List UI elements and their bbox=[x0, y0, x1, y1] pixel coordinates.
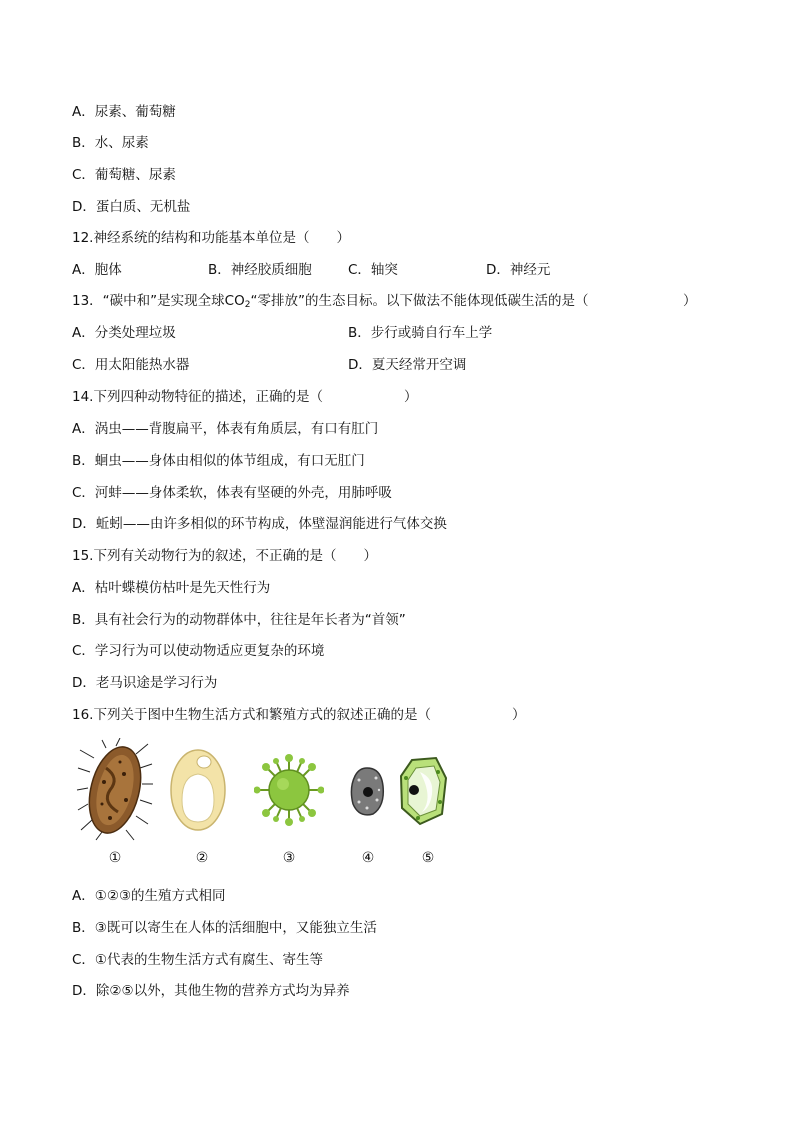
q13-option-c: C．用太阳能热水器 bbox=[72, 357, 190, 373]
q14-option-c: C．河蚌——身体柔软，体表有坚硬的外壳，用肺呼吸 bbox=[72, 485, 392, 501]
q12-option-b: B．神经胶质细胞 bbox=[208, 262, 312, 278]
q13-options-row1 bbox=[72, 324, 732, 342]
figure-label-4: ④ bbox=[361, 850, 375, 866]
plant-cell-image bbox=[398, 738, 448, 842]
q13-stem: 13．“碳中和”是实现全球$CO_2“$零排放”的生态目标。以下做法不能体现低碳生活的是（ ） bbox=[72, 293, 697, 310]
q12-option-a: A．胞体 bbox=[72, 262, 122, 278]
organism-figure bbox=[72, 738, 492, 878]
bacterium-image bbox=[76, 738, 154, 842]
animal-cell-image bbox=[349, 738, 385, 842]
q13-options-row2 bbox=[72, 356, 732, 374]
q13-option-b: B．步行或骑自行车上学 bbox=[348, 325, 493, 341]
q16-option-b: B．③既可以寄生在人体的活细胞中，又能独立生活 bbox=[72, 920, 377, 936]
q15-option-a: A．枯叶蝶模仿枯叶是先天性行为 bbox=[72, 580, 271, 596]
q12-stem: 12.神经系统的结构和功能基本单位是（ ） bbox=[72, 230, 350, 246]
q15-option-c: C．学习行为可以使动物适应更复杂的环境 bbox=[72, 643, 325, 659]
q16-stem: 16.下列关于图中生物生活方式和繁殖方式的叙述正确的是（ ） bbox=[72, 707, 526, 723]
q11-option-b: B．水、尿素 bbox=[72, 135, 149, 151]
q14-option-b: B．蛔虫——身体由相似的体节组成，有口无肛门 bbox=[72, 453, 365, 469]
virus-image bbox=[254, 738, 324, 842]
q14-option-d: D．蚯蚓——由许多相似的环节构成，体壁湿润能进行气体交换 bbox=[72, 516, 447, 532]
figure-label-5: ⑤ bbox=[421, 850, 435, 866]
q15-option-b: B．具有社会行为的动物群体中，往往是年长者为“首领” bbox=[72, 612, 406, 628]
figure-label-1: ① bbox=[108, 850, 122, 866]
q16-option-a: A．①②③的生殖方式相同 bbox=[72, 888, 226, 904]
figure-label-3: ③ bbox=[282, 850, 296, 866]
q13-option-a: A．分类处理垃圾 bbox=[72, 325, 176, 341]
figure-label-2: ② bbox=[195, 850, 209, 866]
q14-stem: 14.下列四种动物特征的描述，正确的是（ ） bbox=[72, 389, 418, 405]
q12-option-d: D．神经元 bbox=[486, 262, 551, 278]
yeast-image bbox=[168, 738, 228, 842]
q12-options bbox=[72, 261, 732, 279]
q14-option-a: A．涡虫——背腹扁平，体表有角质层，有口有肛门 bbox=[72, 421, 379, 437]
q15-stem: 15.下列有关动物行为的叙述，不正确的是（ ） bbox=[72, 548, 377, 564]
q15-option-d: D．老马识途是学习行为 bbox=[72, 675, 218, 691]
q16-option-c: C．①代表的生物生活方式有腐生、寄生等 bbox=[72, 952, 324, 968]
q12-option-c: C．轴突 bbox=[348, 262, 398, 278]
q16-option-d: D．除②⑤以外，其他生物的营养方式均为异养 bbox=[72, 983, 350, 999]
q11-option-d: D．蛋白质、无机盐 bbox=[72, 199, 191, 215]
q11-option-a: A．尿素、葡萄糖 bbox=[72, 104, 176, 120]
q11-option-c: C．葡萄糖、尿素 bbox=[72, 167, 176, 183]
q13-option-d: D．夏天经常开空调 bbox=[348, 357, 467, 373]
